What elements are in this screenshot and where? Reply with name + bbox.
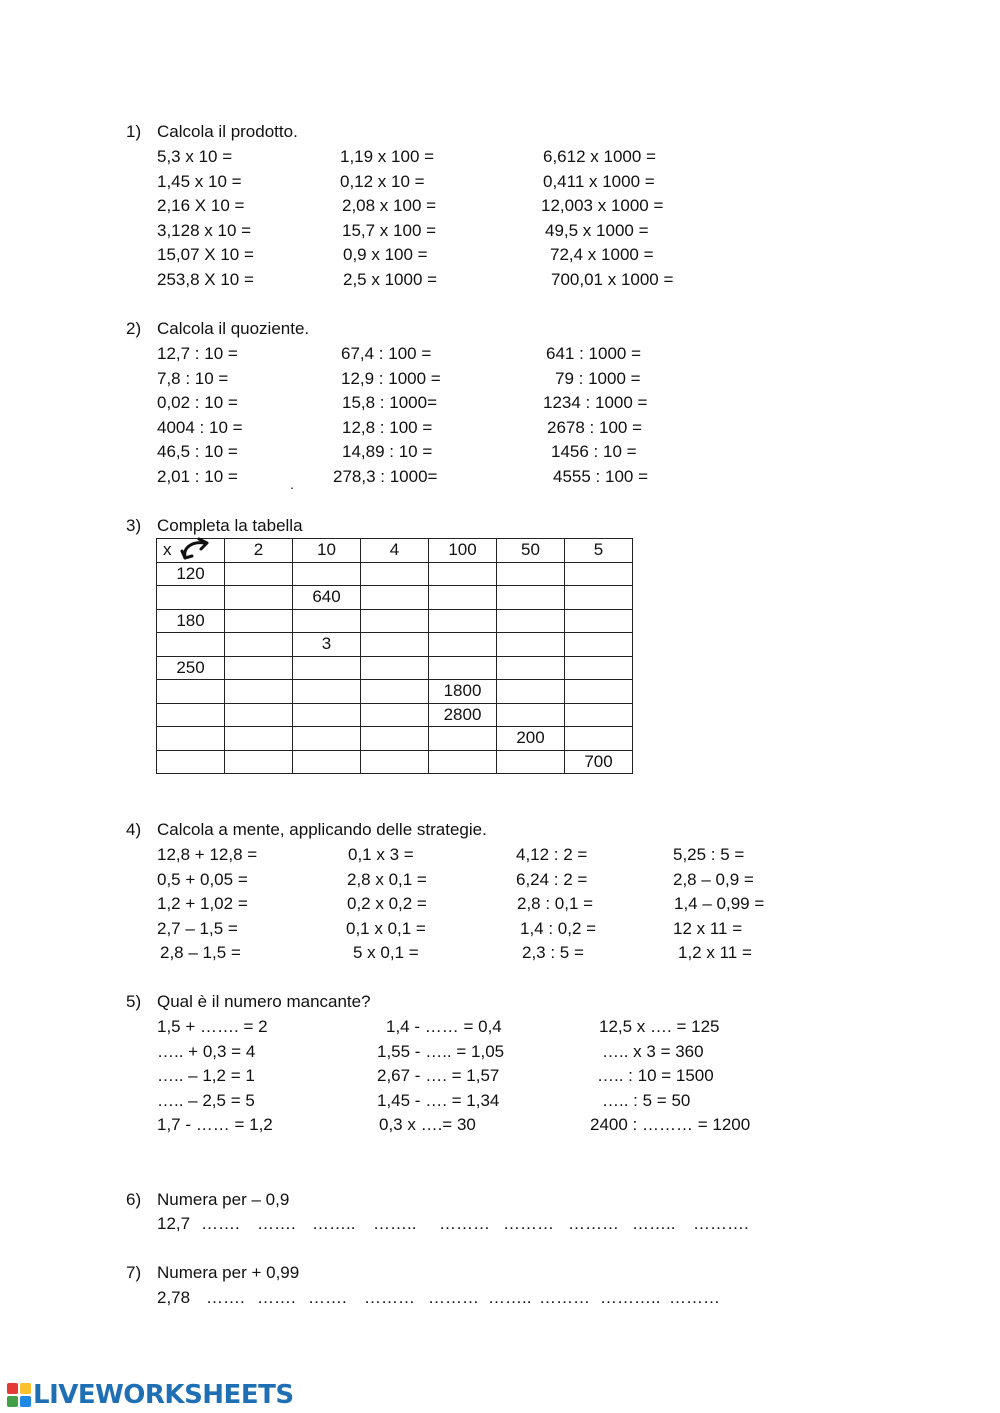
section-4-number: 4) [126, 820, 142, 839]
table-cell[interactable] [565, 609, 633, 633]
table-cell[interactable] [225, 703, 293, 727]
sequence-blank[interactable]: ……. [206, 1288, 245, 1307]
exercise: 0,9 x 100 = [343, 245, 428, 265]
section-7-number: 7) [126, 1263, 142, 1282]
table-header-row [157, 539, 633, 563]
table-cell[interactable] [565, 727, 633, 751]
section-4-title: Calcola a mente, applicando delle strategie. [157, 820, 487, 839]
table-header-cell: 50 [497, 539, 565, 563]
exercise: 0,1 x 3 = [348, 845, 414, 864]
exercise: 12,9 : 1000 = [341, 368, 441, 388]
exercise: 79 : 1000 = [555, 368, 641, 388]
exercise: 1,45 x 10 = [157, 171, 242, 191]
section-7-title: Numera per + 0,99 [157, 1263, 300, 1282]
section-2-title: Calcola il quoziente. [157, 319, 310, 338]
sequence-blank[interactable]: …….. [488, 1288, 532, 1307]
exercise: 2,8 : 0,1 = [517, 894, 594, 914]
table-cell[interactable] [497, 586, 565, 610]
table-row [157, 727, 633, 751]
table-row [157, 586, 633, 610]
exercise: 5,3 x 10 = [157, 147, 233, 166]
exercise: 12,8 + 12,8 = [157, 845, 258, 864]
table-cell[interactable] [361, 609, 429, 633]
table-cell[interactable] [429, 633, 497, 657]
logo-squares-icon [7, 1383, 31, 1407]
table-cell[interactable] [157, 633, 225, 657]
exercise: 7,8 : 10 = [157, 368, 229, 388]
sequence-blank[interactable]: ……… [428, 1288, 479, 1307]
table-cell[interactable] [565, 633, 633, 657]
table-row [157, 680, 633, 704]
table-cell: 700 [565, 750, 633, 774]
exercise: 2,67 - …. = 1,57 [377, 1066, 500, 1086]
table-cell[interactable] [225, 633, 293, 657]
table-cell[interactable] [157, 680, 225, 704]
table-cell[interactable] [497, 703, 565, 727]
exercise: 5,25 : 5 = [673, 845, 745, 864]
table-cell[interactable] [497, 609, 565, 633]
table-cell[interactable] [293, 680, 361, 704]
table-cell: 120 [157, 562, 225, 586]
table-header-cell [157, 539, 225, 563]
exercise: 1,7 - …… = 1,2 [157, 1115, 273, 1135]
exercise: 1,45 - …. = 1,34 [377, 1090, 500, 1110]
exercise: 2,01 : 10 = [157, 467, 238, 486]
swap-arrow-icon [179, 535, 215, 561]
exercise: 2,8 x 0,1 = [347, 869, 427, 889]
table-cell[interactable] [225, 750, 293, 774]
exercise: 2,3 : 5 = [522, 943, 584, 963]
table-header-cell: 100 [429, 539, 497, 563]
exercise: 1,5 + ……. = 2 [157, 1017, 268, 1036]
exercise: 2,8 – 1,5 = [160, 943, 241, 963]
table-header-cell: 5 [565, 539, 633, 563]
table-cell[interactable] [293, 750, 361, 774]
table-row [157, 703, 633, 727]
exercise: 12,7 : 10 = [157, 344, 238, 363]
exercise: 2,5 x 1000 = [343, 270, 438, 289]
exercise: 0,3 x ….= 30 [379, 1115, 476, 1135]
exercise: 4555 : 100 = [553, 467, 649, 486]
sequence-blank[interactable]: …….. [373, 1214, 417, 1233]
table-cell[interactable] [429, 609, 497, 633]
exercise: 2,7 – 1,5 = [157, 918, 238, 938]
exercise: 2400 : ……… = 1200 [590, 1115, 751, 1135]
table-cell[interactable] [361, 750, 429, 774]
sequence-blank[interactable]: ……. [257, 1214, 296, 1233]
section-1-title: Calcola il prodotto. [157, 122, 298, 141]
table-cell[interactable] [225, 562, 293, 586]
table-cell[interactable] [293, 727, 361, 751]
table-cell[interactable] [361, 562, 429, 586]
section-6-title: Numera per – 0,9 [157, 1190, 290, 1209]
table-cell: 2800 [429, 703, 497, 727]
section-2-number: 2) [126, 319, 142, 338]
sequence-blank[interactable]: …….. [312, 1214, 356, 1233]
sequence-blank[interactable]: ……… [568, 1214, 619, 1233]
exercise: 12 x 11 = [673, 918, 743, 938]
table-cell[interactable] [361, 656, 429, 680]
exercise: 700,01 x 1000 = [551, 270, 674, 289]
section-5-number: 5) [126, 992, 142, 1011]
table-row [157, 633, 633, 657]
sequence-blank[interactable]: …….. [632, 1214, 676, 1233]
table-cell[interactable] [293, 656, 361, 680]
table-cell: 200 [497, 727, 565, 751]
multiplication-table [156, 538, 633, 774]
exercise: 2,16 X 10 = [157, 196, 245, 216]
exercise: 1,4 : 0,2 = [520, 918, 597, 938]
sequence-blank[interactable]: ……… [669, 1288, 720, 1307]
exercise: 0,2 x 0,2 = [347, 894, 427, 914]
table-cell[interactable] [497, 680, 565, 704]
exercise: ….. : 10 = 1500 [597, 1066, 714, 1086]
exercise: 4,12 : 2 = [516, 845, 588, 864]
table-cell[interactable] [497, 750, 565, 774]
table-cell[interactable] [225, 680, 293, 704]
section-3-title: Completa la tabella [157, 516, 303, 535]
table-cell[interactable] [565, 562, 633, 586]
sequence-blank[interactable]: ……… [439, 1214, 490, 1233]
table-row [157, 656, 633, 680]
exercise: 1,4 – 0,99 = [674, 894, 765, 914]
exercise: 6,612 x 1000 = [543, 147, 656, 166]
exercise: 6,24 : 2 = [516, 869, 588, 889]
section-6-number: 6) [126, 1190, 142, 1209]
exercise: 12,003 x 1000 = [541, 196, 664, 216]
table-cell[interactable] [225, 727, 293, 751]
sequence-blank[interactable]: ……… [503, 1214, 554, 1233]
table-cell: 3 [293, 633, 361, 657]
table-header-cell: 4 [361, 539, 429, 563]
section-5-title: Qual è il numero mancante? [157, 992, 371, 1011]
exercise: 15,8 : 1000= [342, 393, 438, 413]
table-cell[interactable] [361, 633, 429, 657]
table-cell[interactable] [361, 727, 429, 751]
table-cell[interactable] [293, 609, 361, 633]
table-cell[interactable] [157, 750, 225, 774]
exercise: 0,5 + 0,05 = [157, 869, 248, 889]
sequence-blank[interactable]: ……… [539, 1288, 590, 1307]
exercise: 49,5 x 1000 = [545, 220, 649, 240]
table-cell[interactable] [157, 703, 225, 727]
table-corner-label: x [163, 540, 172, 560]
exercise: ….. + 0,3 = 4 [157, 1041, 256, 1061]
exercise: 2678 : 100 = [547, 417, 643, 437]
table-header-cell: 10 [293, 539, 361, 563]
table-cell[interactable] [429, 562, 497, 586]
table-cell[interactable] [361, 586, 429, 610]
table-cell[interactable] [361, 703, 429, 727]
table-cell[interactable] [225, 586, 293, 610]
exercise: 67,4 : 100 = [341, 344, 432, 363]
exercise: 641 : 1000 = [546, 344, 642, 363]
exercise: ….. – 1,2 = 1 [157, 1066, 255, 1086]
sequence-blank[interactable]: ……. [308, 1288, 347, 1307]
exercise: 0,1 x 0,1 = [346, 918, 426, 938]
exercise: 1,4 - …… = 0,4 [386, 1017, 502, 1036]
exercise: 3,128 x 10 = [157, 220, 252, 240]
exercise: 1,19 x 100 = [340, 147, 435, 166]
table-row [157, 609, 633, 633]
table-cell: 180 [157, 609, 225, 633]
exercise: 1234 : 1000 = [543, 393, 648, 413]
table-cell: 250 [157, 656, 225, 680]
exercise: 4004 : 10 = [157, 417, 243, 437]
sequence-blank[interactable]: ……… [364, 1288, 415, 1307]
table-cell[interactable] [157, 586, 225, 610]
table-cell[interactable] [293, 562, 361, 586]
logo-text: LIVEWORKSHEETS [33, 1380, 294, 1410]
exercise: ….. – 2,5 = 5 [157, 1090, 255, 1110]
exercise: 15,07 X 10 = [157, 245, 254, 265]
table-cell: 1800 [429, 680, 497, 704]
exercise: 1,2 x 11 = [678, 943, 752, 963]
section-3-number: 3) [126, 516, 142, 535]
table-cell[interactable] [497, 656, 565, 680]
exercise: 2,8 – 0,9 = [673, 869, 754, 889]
exercise: 1,55 - ….. = 1,05 [377, 1041, 505, 1061]
exercise: 46,5 : 10 = [157, 442, 238, 462]
exercise: 12,8 : 100 = [342, 417, 433, 437]
exercise: 2,08 x 100 = [342, 196, 437, 216]
sequence-blank[interactable]: ……….. [600, 1288, 661, 1307]
table-cell[interactable] [497, 562, 565, 586]
exercise: 0,12 x 10 = [340, 171, 425, 191]
stray-dot: . [290, 476, 294, 492]
table-cell[interactable] [497, 633, 565, 657]
sequence-blank[interactable]: ……. [257, 1288, 296, 1307]
table-cell[interactable] [429, 750, 497, 774]
sequence-start: 12,7 [157, 1214, 191, 1233]
table-cell[interactable] [225, 609, 293, 633]
table-cell: 640 [293, 586, 361, 610]
table-cell[interactable] [429, 656, 497, 680]
table-cell[interactable] [565, 586, 633, 610]
exercise: 278,3 : 1000= [333, 467, 438, 486]
exercise: 15,7 x 100 = [342, 220, 437, 240]
table-cell[interactable] [565, 656, 633, 680]
table-cell[interactable] [565, 680, 633, 704]
sequence-start: 2,78 [157, 1288, 191, 1307]
table-cell[interactable] [157, 727, 225, 751]
sequence-blank[interactable]: ………. [693, 1214, 749, 1233]
table-cell[interactable] [293, 703, 361, 727]
table-cell[interactable] [429, 586, 497, 610]
section-1-number: 1) [126, 122, 142, 141]
exercise: 12,5 x …. = 125 [599, 1017, 720, 1036]
table-row [157, 562, 633, 586]
exercise: 1456 : 10 = [551, 442, 637, 462]
exercise: 0,02 : 10 = [157, 393, 238, 413]
table-cell[interactable] [429, 727, 497, 751]
exercise: 0,411 x 1000 = [543, 171, 655, 191]
exercise: 1,2 + 1,02 = [157, 894, 248, 914]
table-cell[interactable] [565, 703, 633, 727]
exercise: 253,8 X 10 = [157, 270, 254, 289]
sequence-blank[interactable]: ……. [201, 1214, 240, 1233]
exercise: ….. : 5 = 50 [602, 1090, 691, 1110]
exercise: 14,89 : 10 = [342, 442, 433, 462]
table-row [157, 750, 633, 774]
table-header-cell: 2 [225, 539, 293, 563]
exercise: 5 x 0,1 = [353, 943, 419, 963]
liveworksheets-logo [7, 1380, 294, 1410]
table-cell[interactable] [361, 680, 429, 704]
exercise: 72,4 x 1000 = [550, 245, 654, 265]
exercise: ….. x 3 = 360 [602, 1041, 704, 1061]
table-cell[interactable] [225, 656, 293, 680]
